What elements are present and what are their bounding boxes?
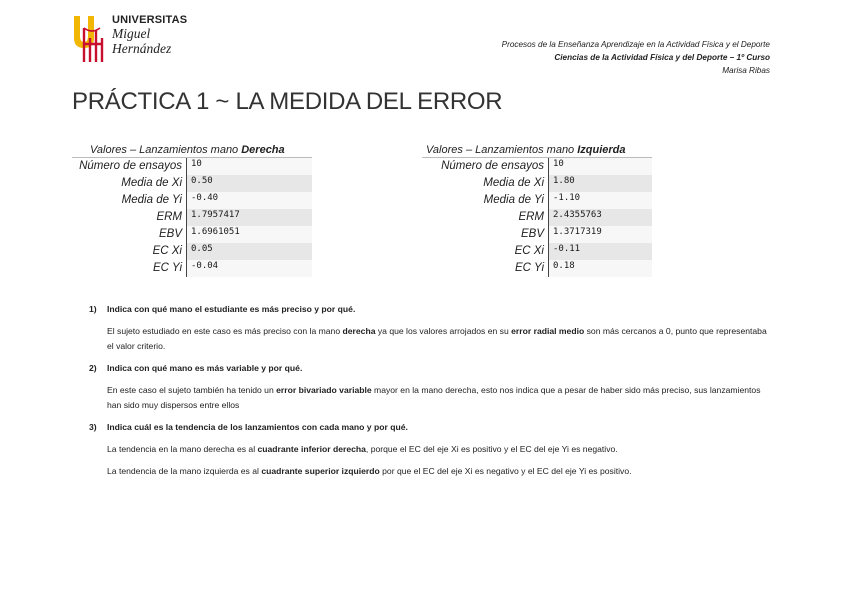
table-row: EC Yi 0.18 <box>422 260 652 277</box>
course-degree: Ciencias de la Actividad Física y del Deporte – 1º Curso <box>554 53 770 62</box>
course-header <box>502 38 770 77</box>
answer-1: El sujeto estudiado en este caso es más preciso con la mano derecha ya que los valores arrojados en su error radial medio son más cercanos a 0, punto que representaba el valor criterio. <box>107 326 767 351</box>
table-row: ERM 2.4355763 <box>422 209 652 226</box>
logo-line-2: Miguel <box>112 26 151 41</box>
logo-line-3: Hernández <box>112 40 172 56</box>
table-row: ERM 1.7957417 <box>72 209 312 226</box>
table-row: EBV 1.3717319 <box>422 226 652 243</box>
table-row: Número de ensayos 10 <box>422 158 652 175</box>
table-row: Media de Yi -1.10 <box>422 192 652 209</box>
table-row: EBV 1.6961051 <box>72 226 312 243</box>
question-3: 3) Indica cuál es la tendencia de los lanzamientos con cada mano y por qué. <box>89 422 408 432</box>
page-title: PRÁCTICA 1 ~ LA MEDIDA DEL ERROR <box>72 88 503 115</box>
question-1: 1) Indica con qué mano el estudiante es más preciso y por qué. <box>89 304 356 314</box>
question-2: 2) Indica con qué mano es más variable y por qué. <box>89 363 303 373</box>
table-row: Media de Xi 0.50 <box>72 175 312 192</box>
answer-3b: La tendencia de la mano izquierda es al cuadrante superior izquierdo por que el EC del eje Xi es negativo y el EC del eje Yi es positivo. <box>107 466 632 476</box>
table-row: EC Yi -0.04 <box>72 260 312 277</box>
table-row: EC Xi -0.11 <box>422 243 652 260</box>
table-row: Número de ensayos 10 <box>72 158 312 175</box>
course-author: Marisa Ribas <box>722 66 770 75</box>
table-right-hand <box>72 143 312 277</box>
questions-section <box>89 302 769 486</box>
table-row: EC Xi 0.05 <box>72 243 312 260</box>
university-name <box>112 15 187 55</box>
logo-line-1: UNIVERSITAS <box>112 14 188 26</box>
answer-3a: La tendencia en la mano derecha es al cuadrante inferior derecha, porque el EC del eje Xi es positivo y el EC del eje Yi es negativo. <box>107 444 618 454</box>
table-caption: Valores – Lanzamientos mano Izquierda <box>422 143 652 158</box>
answer-2: En este caso el sujeto también ha tenido un error bivariado variable mayor en la mano derecha, esto nos indica que a pesar de haber sido más preciso, sus lanzamientos han sido muy dispersos entre ellos <box>107 385 761 410</box>
table-left-hand <box>422 143 652 277</box>
table-row: Media de Yi -0.40 <box>72 192 312 209</box>
course-subject: Procesos de la Enseñanza Aprendizaje en la Actividad Física y el Deporte <box>501 40 770 49</box>
table-row: Media de Xi 1.80 <box>422 175 652 192</box>
table-caption: Valores – Lanzamientos mano Derecha <box>72 143 312 158</box>
